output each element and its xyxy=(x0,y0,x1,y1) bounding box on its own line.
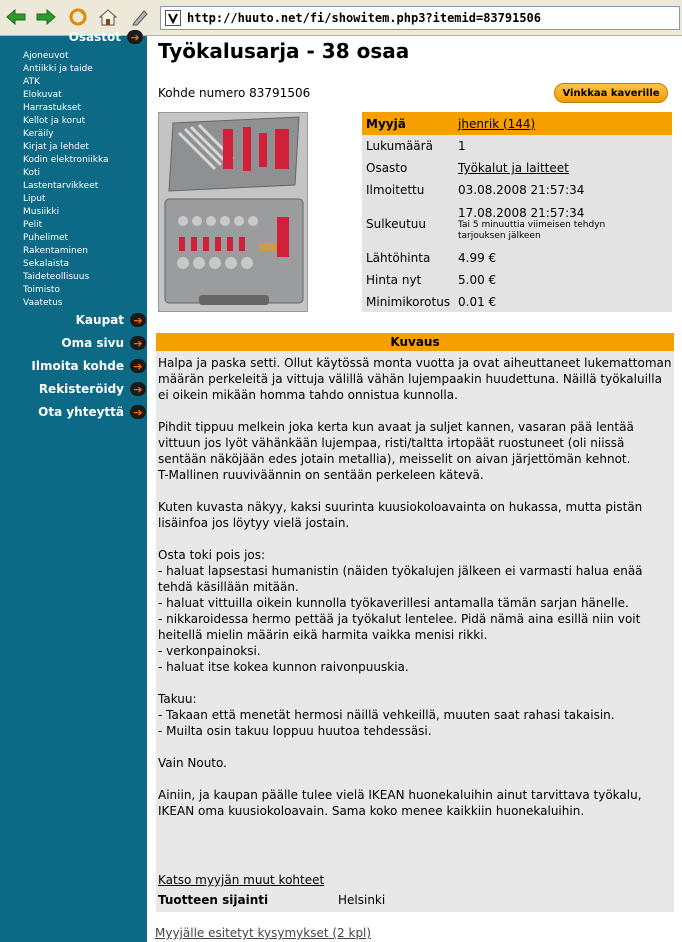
sidebar-category-item[interactable]: Elokuvat xyxy=(23,90,62,100)
sidebar-category-item[interactable]: Pelit xyxy=(23,220,43,230)
sidebar-item-label: Ilmoita kohde xyxy=(31,359,124,373)
sidebar-category-item[interactable]: Koti xyxy=(23,168,40,178)
min-increment-label: Minimikorotus xyxy=(366,295,451,309)
address-bar[interactable] xyxy=(160,6,680,30)
reload-icon[interactable] xyxy=(66,5,90,29)
sidebar-header-label: Osastot xyxy=(68,30,121,44)
min-increment-value: 0.01 € xyxy=(458,295,497,309)
sidebar-item-ilmoita-kohde[interactable] xyxy=(31,359,146,373)
sidebar-category-item[interactable]: Ajoneuvot xyxy=(23,51,69,61)
start-price-label: Lähtöhinta xyxy=(366,251,431,265)
sidebar-item-label: Kaupat xyxy=(75,313,124,327)
start-price-row xyxy=(362,247,672,269)
closes-row xyxy=(362,201,672,247)
back-arrow-icon[interactable] xyxy=(4,5,28,29)
seller-questions-link[interactable]: Myyjälle esitetyt kysymykset (2 kpl) xyxy=(155,926,372,940)
toolbox-image xyxy=(159,113,307,311)
section-label: Osasto xyxy=(366,161,408,175)
category-list xyxy=(23,50,109,310)
section-link[interactable]: Työkalut ja laitteet xyxy=(458,161,569,175)
item-number: Kohde numero 83791506 xyxy=(158,86,311,100)
current-price-label: Hinta nyt xyxy=(366,273,422,287)
description-panel xyxy=(156,351,674,912)
closes-value: 17.08.2008 21:57:34 xyxy=(458,206,585,220)
edit-pen-icon[interactable] xyxy=(128,5,152,29)
listed-label: Ilmoitettu xyxy=(366,183,425,197)
current-price-value: 5.00 € xyxy=(458,273,497,287)
sidebar-category-item[interactable]: ATK xyxy=(23,77,40,87)
quantity-row xyxy=(362,135,672,157)
current-price-row xyxy=(362,269,672,291)
sidebar-item-label: Rekisteröidy xyxy=(38,382,124,396)
location-value: Helsinki xyxy=(338,893,386,907)
page-icon xyxy=(165,10,181,26)
seller-link[interactable]: jhenrik (144) xyxy=(458,116,536,131)
sidebar-category-item[interactable]: Puhelimet xyxy=(23,233,69,243)
sidebar-category-item[interactable]: Musiikki xyxy=(23,207,60,217)
sidebar-category-item[interactable]: Kirjat ja lehdet xyxy=(23,142,89,152)
location-row xyxy=(158,893,385,907)
sidebar xyxy=(0,30,147,942)
sidebar-category-item[interactable]: Keräily xyxy=(23,129,54,139)
page-title: Työkalusarja - 38 osaa xyxy=(158,39,410,63)
seller-label: Myyjä xyxy=(366,116,406,131)
arrow-right-icon[interactable]: ➔ xyxy=(127,30,143,44)
start-price-value: 4.99 € xyxy=(458,251,497,265)
sidebar-category-item[interactable]: Taideteollisuus xyxy=(23,272,90,282)
arrow-right-icon[interactable]: ➔ xyxy=(130,382,146,396)
item-photo[interactable] xyxy=(158,112,308,312)
sidebar-category-item[interactable]: Antiikki ja taide xyxy=(23,64,93,74)
sidebar-category-item[interactable]: Rakentaminen xyxy=(23,246,88,256)
min-increment-row xyxy=(362,291,672,313)
quantity-value: 1 xyxy=(458,139,466,153)
sidebar-item-rekisteroidy[interactable] xyxy=(39,382,146,396)
seller-items-link[interactable]: Katso myyjän muut kohteet xyxy=(158,873,325,887)
quantity-label: Lukumäärä xyxy=(366,139,433,153)
sidebar-category-item[interactable]: Sekalaista xyxy=(23,259,70,269)
closes-label: Sulkeutuu xyxy=(366,217,426,231)
sidebar-category-item[interactable]: Harrastukset xyxy=(23,103,81,113)
forward-arrow-icon[interactable] xyxy=(34,5,58,29)
arrow-right-icon[interactable]: ➔ xyxy=(130,336,146,350)
closes-value-block xyxy=(458,206,672,242)
main-content xyxy=(150,36,682,942)
sidebar-category-item[interactable]: Toimisto xyxy=(23,285,60,295)
sidebar-item-kaupat[interactable] xyxy=(76,313,146,327)
listed-value: 03.08.2008 21:57:34 xyxy=(458,183,585,197)
sidebar-category-item[interactable]: Liput xyxy=(23,194,46,204)
description-header: Kuvaus xyxy=(156,333,674,351)
home-icon[interactable] xyxy=(96,5,120,29)
sidebar-item-oma-sivu[interactable] xyxy=(61,336,146,350)
share-with-friend-button[interactable]: Vinkkaa kaverille xyxy=(554,83,668,103)
arrow-right-icon[interactable]: ➔ xyxy=(130,313,146,327)
url-text[interactable]: http://huuto.net/fi/showitem.php3?itemid=83791506 xyxy=(187,11,542,25)
closes-note: Tai 5 minuuttia viimeisen tehdyn tarjouksen jälkeen xyxy=(458,220,606,241)
sidebar-item-label: Oma sivu xyxy=(61,336,124,350)
listed-row xyxy=(362,179,672,201)
arrow-right-icon[interactable]: ➔ xyxy=(130,405,146,419)
sidebar-item-ota-yhteytta[interactable] xyxy=(38,405,146,419)
sidebar-item-label: Ota yhteyttä xyxy=(38,405,124,419)
section-row xyxy=(362,157,672,179)
sidebar-category-item[interactable]: Vaatetus xyxy=(23,298,63,308)
location-label: Tuotteen sijainti xyxy=(158,893,269,907)
item-details-panel xyxy=(362,112,672,312)
sidebar-category-item[interactable]: Kodin elektroniikka xyxy=(23,155,109,165)
sidebar-category-item[interactable]: Lastentarvikkeet xyxy=(23,181,99,191)
sidebar-category-item[interactable]: Kellot ja korut xyxy=(23,116,86,126)
description-text: Halpa ja paska setti. Ollut käytössä monta vuotta ja ovat aiheuttaneet lukemattoman määrän perkeleitä ja vittuja välillä vähän lujempaakin huudettuna. Näillä työkaluilla ei oikein mikään homma tahdo onnistua kunnolla. Pihdit tippuu melkein joka kerta kun avaat ja suljet kannen, vasaran pää lentää vittuun jos lyöt vähänkään lujempaa, risti/taltta irtopäät ruostuneet (oli niissä sentään näköjään edes jotain metallia), meisselit on aivan järjettömän kehnot. T-Mallinen ruuviväännin on sentään perkeleen kätevä. Kuten kuvasta näkyy, kaksi suurinta kuusiokoloavainta on hukassa, mutta pistän lisäinfoa jos löytyy vielä jostain. Osta toki pois jos: - haluat lapsestasi humanistin (näiden työkalujen jälkeen ei varmasti halua enää tehdä käsillään mitään. - haluat vittuilla oikein kunnolla työkaverillesi antamalla tämän sarjan hänelle. - nikkaroidessa hermo pettää ja työkalut lentelee. Pidä nämä aina esillä niin voit heitellä mielin määrin eikä harmita vaikka menisi rikki. - verkonpainoksi. - haluat itse kokea kunnon raivonpuuskia. Takuu: - Takaan että menetät hermosi näillä vehkeillä, muuten saat rahasi takaisin. - Muilta osin takuu loppuu huutoa tehdessäsi. Vain Nouto. Ainiin, ja kaupan päälle tulee vielä IKEAN huonekaluihin ainut tarvittava työkalu, IKEAN oma kuusiokoloavain. Sama koko menee kaikkiin huonekaluihin. xyxy=(158,356,672,818)
arrow-right-icon[interactable]: ➔ xyxy=(130,359,146,373)
seller-row xyxy=(362,112,672,135)
sidebar-header[interactable] xyxy=(69,30,143,44)
